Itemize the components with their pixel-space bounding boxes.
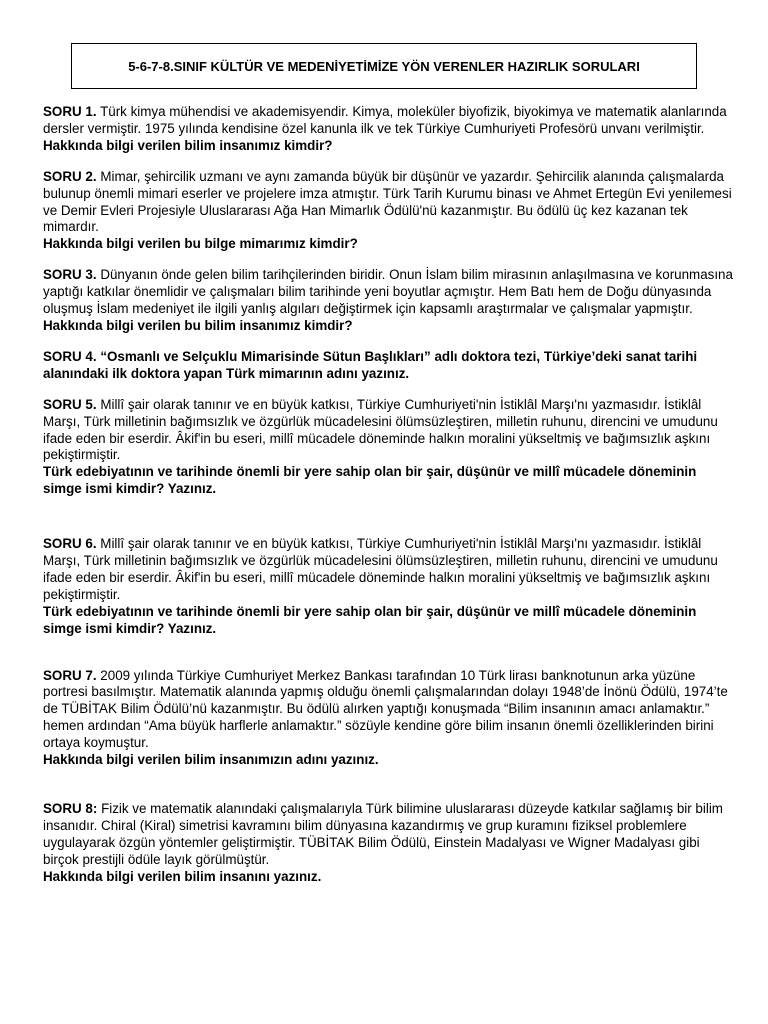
question-text: Fizik ve matematik alanındaki çalışmalarıyla Türk bilimine uluslararası düzeyde katkılar sağlamış bir bilim insanıdır. Chiral (Kiral) simetrisi kavramını bilim dünyasına kazandırmış ve grup kuramını fiziksel problemlere uygulayarak özgün yöntemler geliştirmiştir. TÜBİTAK Bilim Ödülü, Einstein Madalyası ve Wigner Madalyası gibi birçok prestijli ödüle layık görülmüştür. <box>43 801 723 867</box>
question-text: Dünyanın önde gelen bilim tarihçilerinden biridir. Onun İslam bilim mirasının anlaşılmasına ve korunmasına yaptığı katkılar önemlidir ve çalışmaları bilim tarihinde yeni boyutlar açmıştır. Hem Batı hem de Doğu dünyasında oluşmuş İslam medeniyet ile ilgili yanlış algıları değiştirmek için kapsamlı araştırmalar ve çalışmalar yapmıştır. <box>43 267 733 317</box>
question-prompt: Hakkında bilgi verilen bu bilim insanımız kimdir? <box>43 317 353 333</box>
spacer <box>43 512 733 536</box>
question-label: SORU 5. <box>43 396 97 412</box>
question-label: SORU 2. <box>43 168 97 184</box>
question-prompt: Hakkında bilgi verilen bilim insanımız kimdir? <box>43 137 333 153</box>
title-box <box>71 43 697 89</box>
question-4 <box>43 349 733 383</box>
page-title: 5-6-7-8.SINIF KÜLTÜR VE MEDENİYETİMİZE YÖN VERENLER HAZIRLIK SORULARI <box>128 58 640 74</box>
question-prompt: Hakkında bilgi verilen bu bilge mimarımız kimdir? <box>43 236 358 252</box>
question-1 <box>43 104 733 155</box>
question-2 <box>43 169 733 254</box>
question-label: SORU 4. <box>43 348 97 364</box>
question-text: Türk kimya mühendisi ve akademisyendir. Kimya, moleküler biyofizik, biyokimya ve matematik alanlarında dersler vermiştir. 1975 yılında kendisine özel kanunla ilk ve tek Türkiye Cumhuriyeti Profesörü unvanı verilmiştir. <box>43 104 727 136</box>
question-text: “Osmanlı ve Selçuklu Mimarisinde Sütun Başlıkları” adlı doktora tezi, Türkiye’deki sanat tarihi alanındaki ilk doktora yapan Türk mimarının adını yazınız. <box>43 348 698 381</box>
question-label: SORU 6. <box>43 536 97 552</box>
spacer <box>43 652 733 668</box>
question-label: SORU 7. <box>43 667 97 683</box>
question-3 <box>43 267 733 335</box>
question-8 <box>43 801 733 886</box>
question-prompt: Türk edebiyatının ve tarihinde önemli bir yere sahip olan bir şair, düşünür ve millî mücadele döneminin simge ismi kimdir? Yazınız. <box>43 603 697 636</box>
question-label: SORU 3. <box>43 267 97 283</box>
question-text: Millî şair olarak tanınır ve en büyük katkısı, Türkiye Cumhuriyeti'nin İstiklâl Marşı'nı yazmasıdır. İstiklâl Marşı, Türk milletinin bağımsızlık ve özgürlük mücadelesini ölümsüzleştiren, milletin ruhunu, direncini ve umudunu ifade eden bir eserdir. Âkif'in bu eseri, millî mücadele döneminde halkın moralini yükseltmiş ve bağımsızlık aşkını pekiştirmiştir. <box>43 396 718 463</box>
question-text: Millî şair olarak tanınır ve en büyük katkısı, Türkiye Cumhuriyeti'nin İstiklâl Marşı'nı yazmasıdır. İstiklâl Marşı, Türk milletinin bağımsızlık ve özgürlük mücadelesini ölümsüzleştiren, milletin ruhunu, direncini ve umudunu ifade eden bir eserdir. Âkif'in bu eseri, millî mücadele döneminde halkın moralini yükseltmiş ve bağımsızlık aşkını pekiştirmiştir. <box>43 536 718 602</box>
question-5 <box>43 397 733 498</box>
question-7 <box>43 668 733 769</box>
question-6 <box>43 536 733 637</box>
question-prompt: Türk edebiyatının ve tarihinde önemli bir yere sahip olan bir şair, düşünür ve millî mücadele döneminin simge ismi kimdir? Yazınız. <box>43 464 697 497</box>
question-list <box>43 104 733 900</box>
question-prompt: Hakkında bilgi verilen bilim insanımızın adını yazınız. <box>43 752 379 768</box>
question-label: SORU 8: <box>43 801 98 816</box>
spacer <box>43 783 733 801</box>
question-text: Mimar, şehircilik uzmanı ve aynı zamanda büyük bir düşünür ve yazardır. Şehircilik alanında çalışmalarda bulunup önemli mimari eserler ve projelere imza atmıştır. Türk Tarih Kurumu binası ve Ahmet Ertegün Evi yenilemesi ve Demir Evleri Projesiyle Uluslararası Ağa Han Mimarlık Ödülü'nü kazanmıştır. Bu ödülü üç kez kazanan tek mimardır. <box>43 168 732 235</box>
question-label: SORU 1. <box>43 104 97 119</box>
question-text: 2009 yılında Türkiye Cumhuriyet Merkez Bankası tarafından 10 Türk lirası banknotunun arka yüzüne portresi basılmıştır. Matematik alanında yapmış olduğu önemli çalışmalarından dolayı 1948’de İnönü Ödülü, 1974’te de TÜBİTAK Bilim Ödülü’nü kazanmıştır. Bu ödülü alırken yaptığı konuşmada “Bilim insanının amacı anlamaktır.” hemen ardından “Ama büyük harflerle anlamaktır.” sözüyle kendine göre bilim insanın önemli özelliklerinden birini ortaya koymuştur. <box>43 667 728 751</box>
question-prompt: Hakkında bilgi verilen bilim insanını yazınız. <box>43 868 322 884</box>
